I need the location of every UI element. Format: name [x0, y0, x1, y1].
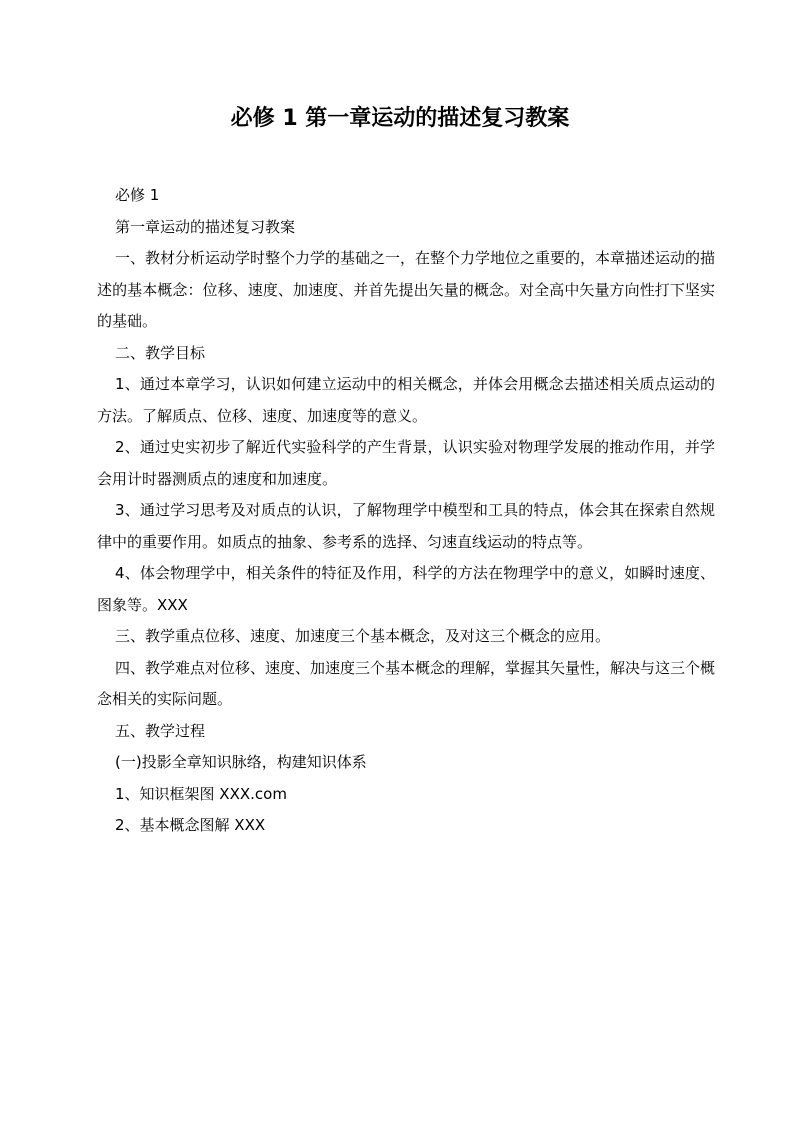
paragraph-process-step-1: (一)投影全章知识脉络，构建知识体系	[115, 753, 367, 771]
paragraph-process-heading: 五、教学过程	[115, 721, 206, 740]
paragraph-difficult-points: 四、教学难点对位移、速度、加速度三个基本概念的理解，掌握其矢量性，解决与这三个概念相关的实际问题。	[97, 658, 716, 708]
paragraph-material-analysis: 一、教材分析运动学时整个力学的基础之一，在整个力学地位之重要的，本章描述运动的描述的基本概念：位移、速度、加速度、并首先提出矢量的概念。对全高中矢量方向性打下坚实的基础。	[97, 249, 716, 330]
paragraph-goal-4: 4、体会物理学中，相关条件的特征及作用，科学的方法在物理学中的意义，如瞬时速度、图象等。XXX	[97, 564, 715, 614]
paragraph-concept-diagram: 2、基本概念图解 XXX	[115, 816, 266, 834]
paragraph-chapter: 第一章运动的描述复习教案	[115, 217, 296, 236]
paragraph-knowledge-framework: 1、知识框架图 XXX.com	[115, 784, 287, 803]
document-title: 必修 1 第一章运动的描述复习教案	[230, 106, 570, 131]
paragraph-goal-3: 3、通过学习思考及对质点的认识，了解物理学中模型和工具的特点，体会其在探索自然规律中的重要作用。如质点的抽象、参考系的选择、匀速直线运动的特点等。	[97, 501, 715, 551]
paragraph-goal-2: 2、通过史实初步了解近代实验科学的产生背景，认识实验对物理学发展的推动作用，并学会用计时器测质点的速度和加速度。	[97, 438, 715, 488]
paragraph-key-points: 三、教学重点位移、速度、加速度三个基本概念，及对这三个概念的应用。	[115, 627, 611, 645]
document-body	[97, 180, 715, 842]
paragraph-teaching-goals-heading: 二、教学目标	[115, 343, 206, 362]
paragraph-subject: 必修 1	[115, 186, 160, 204]
paragraph-goal-1: 1、通过本章学习，认识如何建立运动中的相关概念，并体会用概念去描述相关质点运动的方法。了解质点、位移、速度、加速度等的意义。	[97, 375, 715, 425]
